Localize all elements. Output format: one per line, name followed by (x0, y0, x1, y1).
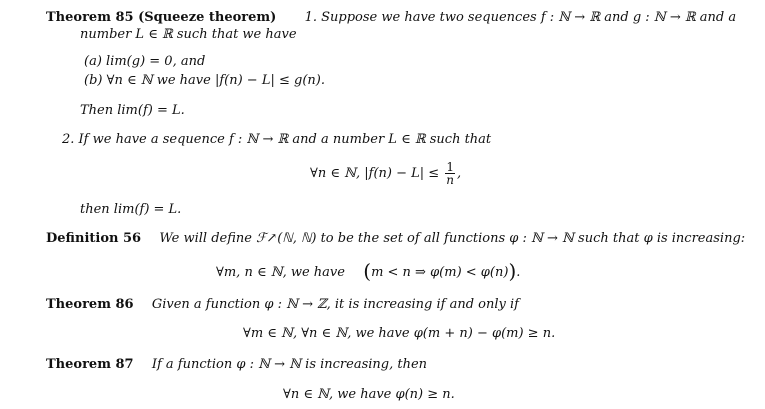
theorem-87-display-equation: ∀n ∈ ℕ, we have φ(n) ≥ n. (283, 387, 455, 402)
theorem-85-line-1 (46, 10, 736, 26)
definition-56-display-inner: m < n ⇒ φ(m) < φ(n) (371, 265, 509, 280)
theorem-85-conclusion-1: Then lim(f) = L. (80, 103, 185, 118)
theorem-86-text: Given a function φ : ℕ → ℤ, it is increasing if and only if (151, 297, 519, 312)
theorem-85-conclusion-2: then lim(f) = L. (80, 202, 182, 217)
theorem-87-heading: Theorem 87 (46, 357, 134, 372)
fraction-numerator: 1 (446, 160, 454, 174)
theorem-85-display-equation (310, 160, 461, 188)
fraction-one-over-n (445, 161, 455, 186)
theorem-85-item-b: (b) ∀n ∈ ℕ we have |f(n) − L| ≤ g(n). (84, 73, 325, 88)
definition-56-display-tail: . (516, 265, 521, 280)
theorem-86-line (46, 297, 519, 313)
theorem-85-statement-line-1: 1. Suppose we have two sequences f : ℕ → ℝ and g : ℕ → ℝ and a (304, 10, 737, 25)
theorem-85-display-tail: , (457, 166, 462, 181)
theorem-85-statement-line-2: number L ∈ ℝ such that we have (80, 27, 297, 42)
definition-56-display-equation (216, 258, 520, 286)
theorem-86-heading: Theorem 86 (46, 297, 134, 312)
definition-56-display-lhs: ∀m, n ∈ ℕ, we have (216, 265, 345, 280)
theorem-87-line (46, 357, 427, 373)
theorem-85-item-a: (a) lim(g) = 0, and (84, 54, 206, 69)
definition-56-heading: Definition 56 (46, 231, 142, 246)
theorem-85-display-lhs: ∀n ∈ ℕ, |f(n) − L| ≤ (310, 166, 440, 181)
fraction-denominator: n (446, 173, 455, 187)
big-close-paren: ) (508, 259, 517, 283)
theorem-85-heading: Theorem 85 (Squeeze theorem) (46, 10, 277, 25)
theorem-87-text: If a function φ : ℕ → ℕ is increasing, then (151, 357, 428, 372)
definition-56-line (46, 231, 745, 247)
theorem-86-display-equation: ∀m ∈ ℕ, ∀n ∈ ℕ, we have φ(m + n) − φ(m) ≥ n. (243, 326, 556, 341)
theorem-85-part-2: 2. If we have a sequence f : ℕ → ℝ and a number L ∈ ℝ such that (62, 132, 492, 147)
big-open-paren: ( (363, 259, 372, 283)
definition-56-text: We will define ℱ↗(ℕ, ℕ) to be the set of all functions φ : ℕ → ℕ such that φ is increasing: (159, 231, 746, 246)
